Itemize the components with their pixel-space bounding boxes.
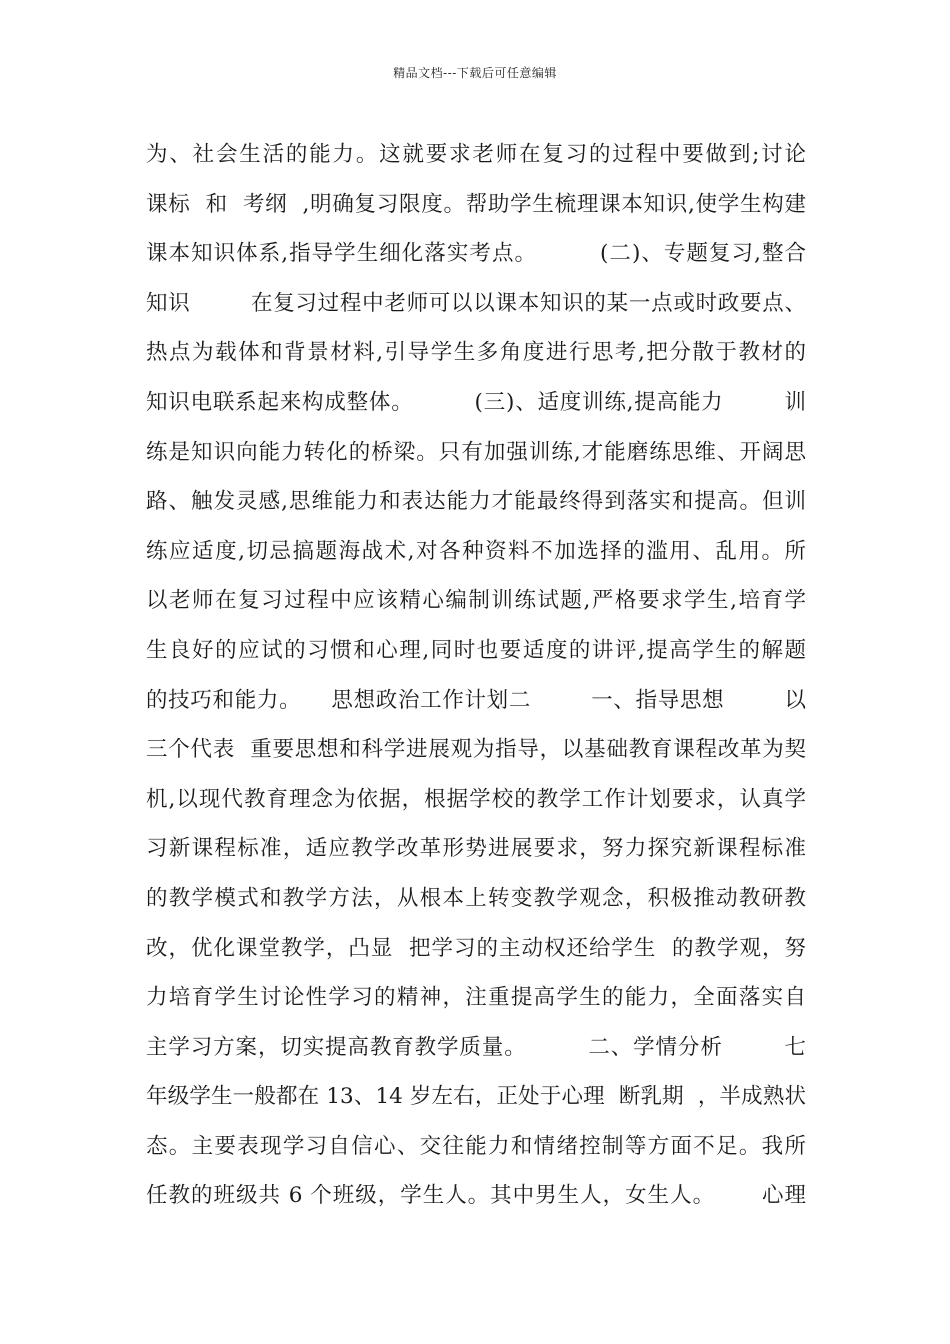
text-line: 路、触发灵感,思维能力和表达能力才能最终得到落实和提高。但训 (146, 489, 806, 515)
text-line: 的教学模式和教学方法，从根本上转变教学观念，积极推动教研教 (146, 885, 806, 911)
text-line: 练应适度,切忌搞题海战术,对各种资料不加选择的滥用、乱用。所 (146, 538, 806, 564)
text-line: 生良好的应试的习惯和心理,同时也要适度的讲评,提高学生的解题 (146, 637, 806, 663)
text-line: 课本知识体系,指导学生细化落实考点。 (二)、专题复习,整合 (146, 241, 806, 267)
text-line: 习新课程标准，适应教学改革形势进展要求，努力探究新课程标准 (146, 836, 806, 862)
text-line: 年级学生一般都在 13、14 岁左右，正处于心理 断乳期 ，半成熟状 (146, 1084, 806, 1110)
text-line: 课标 和 考纲 ,明确复习限度。帮助学生梳理课本知识,使学生构建 (146, 191, 806, 217)
text-line: 三个代表 重要思想和科学进展观为指导，以基础教育课程改革为契 (146, 737, 806, 763)
text-line: 的技巧和能力。 思想政治工作计划二 一、指导思想 以 (146, 687, 806, 713)
text-line: 以老师在复习过程中应该精心编制训练试题,严格要求学生,培育学 (146, 588, 806, 614)
page-header: 精品文档---下载后可任意编辑 (393, 66, 557, 80)
text-line: 主学习方案，切实提高教育教学质量。 二、学情分析 七 (146, 1034, 806, 1060)
text-line: 热点为载体和背景材料,引导学生多角度进行思考,把分散于教材的 (146, 340, 806, 366)
document-body (146, 130, 806, 1221)
text-line: 知识 在复习过程中老师可以以课本知识的某一点或时政要点、 (146, 290, 806, 316)
text-line: 机,以现代教育理念为依据，根据学校的教学工作计划要求，认真学 (146, 786, 806, 812)
text-line: 练是知识向能力转化的桥梁。只有加强训练,才能磨练思维、开阔思 (146, 439, 806, 465)
text-line: 改，优化课堂教学，凸显 把学习的主动权还给学生 的教学观，努 (146, 935, 806, 961)
text-line: 知识电联系起来构成整体。 (三)、适度训练,提高能力 训 (146, 389, 806, 415)
text-line: 为、社会生活的能力。这就要求老师在复习的过程中要做到;讨论 (146, 142, 806, 167)
text-line: 态。主要表现学习自信心、交往能力和情绪控制等方面不足。我所 (146, 1133, 806, 1159)
text-line: 任教的班级共 6 个班级，学生人。其中男生人，女生人。 心理 (146, 1183, 806, 1209)
text-line: 力培育学生讨论性学习的精神，注重提高学生的能力，全面落实自 (146, 985, 806, 1011)
